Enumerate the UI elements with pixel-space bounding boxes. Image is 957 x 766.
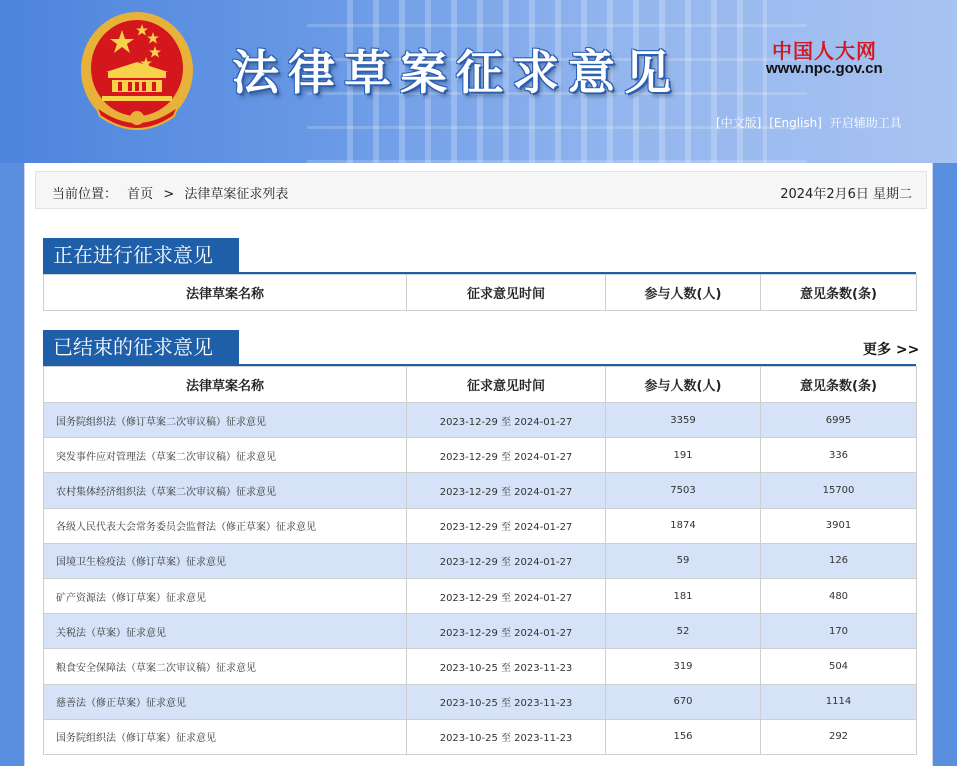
row-opinions: 292 <box>761 719 917 754</box>
table-row[interactable] <box>44 649 917 684</box>
column-header-period: 征求意见时间 <box>407 367 606 403</box>
national-emblem-icon <box>78 10 196 134</box>
table-row[interactable] <box>44 403 917 438</box>
section-title-closed: 已结束的征求意见 <box>43 330 239 365</box>
closed-table <box>43 366 917 755</box>
row-name[interactable]: 国务院组织法（修订草案）征求意见 <box>44 719 407 754</box>
table-row[interactable] <box>44 438 917 473</box>
row-period: 2023-12-29 至 2024-01-27 <box>407 578 606 613</box>
row-name[interactable]: 矿产资源法（修订草案）征求意见 <box>44 578 407 613</box>
row-period: 2023-10-25 至 2023-11-23 <box>407 684 606 719</box>
breadcrumb-home[interactable]: 首页 <box>127 187 154 202</box>
row-period: 2023-12-29 至 2024-01-27 <box>407 403 606 438</box>
row-opinions: 1114 <box>761 684 917 719</box>
row-name[interactable]: 国务院组织法（修订草案二次审议稿）征求意见 <box>44 403 407 438</box>
row-opinions: 15700 <box>761 473 917 508</box>
row-opinions: 480 <box>761 578 917 613</box>
row-name[interactable]: 慈善法（修正草案）征求意见 <box>44 684 407 719</box>
row-period: 2023-12-29 至 2024-01-27 <box>407 508 606 543</box>
table-row[interactable] <box>44 578 917 613</box>
table-header-row <box>44 275 917 311</box>
row-period: 2023-12-29 至 2024-01-27 <box>407 614 606 649</box>
column-header-participants: 参与人数(人) <box>606 367 761 403</box>
breadcrumb-bar <box>35 171 927 209</box>
row-opinions: 170 <box>761 614 917 649</box>
row-participants: 156 <box>606 719 761 754</box>
row-participants: 52 <box>606 614 761 649</box>
table-row[interactable] <box>44 719 917 754</box>
ongoing-table <box>43 274 917 311</box>
npc-logo[interactable]: 中国人大网 <box>772 39 877 63</box>
site-banner <box>0 0 957 163</box>
table-row[interactable] <box>44 473 917 508</box>
row-period: 2023-12-29 至 2024-01-27 <box>407 438 606 473</box>
row-participants: 670 <box>606 684 761 719</box>
column-header-participants: 参与人数(人) <box>606 275 761 311</box>
column-header-name: 法律草案名称 <box>44 367 407 403</box>
table-header-row <box>44 367 917 403</box>
row-opinions: 126 <box>761 543 917 578</box>
npc-url[interactable]: www.npc.gov.cn <box>766 60 883 77</box>
row-name[interactable]: 国境卫生检疫法（修订草案）征求意见 <box>44 543 407 578</box>
row-participants: 181 <box>606 578 761 613</box>
section-title-ongoing: 正在进行征求意见 <box>43 238 239 273</box>
column-header-period: 征求意见时间 <box>407 275 606 311</box>
row-participants: 59 <box>606 543 761 578</box>
current-date: 2024年2月6日 星期二 <box>780 187 912 202</box>
link-accessibility[interactable]: 开启辅助工具 <box>829 116 902 130</box>
breadcrumb-label: 当前位置： <box>52 187 118 202</box>
row-period: 2023-10-25 至 2023-11-23 <box>407 649 606 684</box>
row-name[interactable]: 农村集体经济组织法（草案二次审议稿）征求意见 <box>44 473 407 508</box>
column-header-opinions: 意见条数(条) <box>761 367 917 403</box>
row-opinions: 3901 <box>761 508 917 543</box>
breadcrumb <box>52 183 294 202</box>
table-row[interactable] <box>44 614 917 649</box>
row-opinions: 504 <box>761 649 917 684</box>
table-row[interactable] <box>44 508 917 543</box>
row-name[interactable]: 突发事件应对管理法（草案二次审议稿）征求意见 <box>44 438 407 473</box>
row-period: 2023-12-29 至 2024-01-27 <box>407 473 606 508</box>
main-content <box>24 163 933 766</box>
row-opinions: 6995 <box>761 403 917 438</box>
breadcrumb-separator: > <box>163 187 175 202</box>
row-participants: 1874 <box>606 508 761 543</box>
table-row[interactable] <box>44 543 917 578</box>
site-title: 法律草案征求意见 <box>232 46 680 101</box>
link-english[interactable]: [English] <box>769 116 822 130</box>
row-opinions: 336 <box>761 438 917 473</box>
more-link[interactable]: 更多 >> <box>863 342 920 358</box>
link-chinese[interactable]: [中文版] <box>716 116 762 130</box>
row-name[interactable]: 粮食安全保障法（草案二次审议稿）征求意见 <box>44 649 407 684</box>
table-row[interactable] <box>44 684 917 719</box>
row-participants: 319 <box>606 649 761 684</box>
row-period: 2023-10-25 至 2023-11-23 <box>407 719 606 754</box>
row-participants: 7503 <box>606 473 761 508</box>
language-links <box>716 114 906 131</box>
row-name[interactable]: 关税法（草案）征求意见 <box>44 614 407 649</box>
row-name[interactable]: 各级人民代表大会常务委员会监督法（修正草案）征求意见 <box>44 508 407 543</box>
breadcrumb-current[interactable]: 法律草案征求列表 <box>184 187 289 202</box>
row-period: 2023-12-29 至 2024-01-27 <box>407 543 606 578</box>
row-participants: 3359 <box>606 403 761 438</box>
column-header-name: 法律草案名称 <box>44 275 407 311</box>
row-participants: 191 <box>606 438 761 473</box>
column-header-opinions: 意见条数(条) <box>761 275 917 311</box>
